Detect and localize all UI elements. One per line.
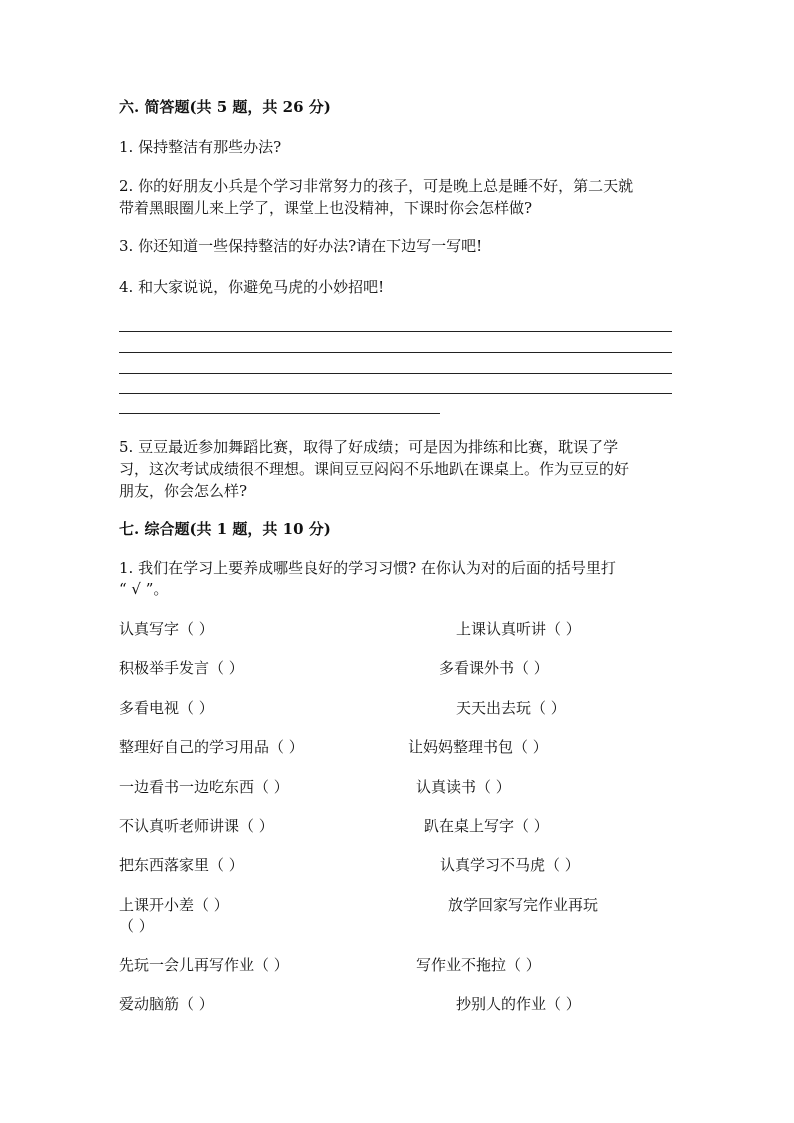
habit-option: 先玩一会儿再写作业（ ） [119,956,289,974]
question-7-1-line2: “ √ ”。 [119,580,169,598]
question-6-1: 1. 保持整洁有那些办法? [119,138,282,156]
habit-option: 放学回家写完作业再玩 [448,896,599,914]
answer-line [119,352,672,353]
question-6-5-line3: 朋友，你会怎么样? [119,482,248,500]
habit-option: 积极举手发言（ ） [119,659,244,677]
question-7-1-line1: 1. 我们在学习上要养成哪些良好的学习习惯? 在你认为对的后面的括号里打 [119,559,616,577]
question-6-2-line2: 带着黑眼圈儿来上学了，课堂上也没精神，下课时你会怎样做? [119,199,533,217]
question-6-2-line1: 2. 你的好朋友小兵是个学习非常努力的孩子，可是晚上总是睡不好，第二天就 [119,177,634,195]
habit-option: 上课开小差（ ） [119,896,229,914]
habit-option-bracket: （ ） [119,917,154,935]
question-6-5-line1: 5. 豆豆最近参加舞蹈比赛，取得了好成绩；可是因为排练和比赛，耽误了学 [119,438,619,456]
answer-line [119,373,672,374]
question-6-4: 4. 和大家说说，你避免马虎的小妙招吧! [119,278,385,296]
habit-option: 不认真听老师讲课（ ） [119,817,274,835]
habit-option: 多看电视（ ） [119,699,214,717]
answer-line [119,331,672,332]
question-6-5-line2: 习，这次考试成绩很不理想。课间豆豆闷闷不乐地趴在课桌上。作为豆豆的好 [119,460,630,478]
habit-option: 多看课外书（ ） [439,659,549,677]
habit-option: 一边看书一边吃东西（ ） [119,778,289,796]
habit-option: 上课认真听讲（ ） [456,620,581,638]
habit-option: 写作业不拖拉（ ） [416,956,541,974]
habit-option: 抄别人的作业（ ） [456,995,581,1013]
habit-option: 认真写字（ ） [119,620,214,638]
answer-line [119,393,672,394]
section-7-heading: 七. 综合题(共 1 题，共 10 分) [119,520,331,538]
answer-line [119,413,440,414]
habit-option: 趴在桌上写字（ ） [424,817,549,835]
habit-option: 整理好自己的学习用品（ ） [119,738,304,756]
habit-option: 认真学习不马虎（ ） [440,856,580,874]
habit-option: 把东西落家里（ ） [119,856,244,874]
habit-option: 让妈妈整理书包（ ） [408,738,548,756]
section-6-heading: 六. 简答题(共 5 题，共 26 分) [119,98,331,116]
habit-option: 天天出去玩（ ） [456,699,566,717]
question-6-3: 3. 你还知道一些保持整洁的好办法?请在下边写一写吧! [119,237,483,255]
habit-option: 爱动脑筋（ ） [119,995,214,1013]
habit-option: 认真读书（ ） [416,778,511,796]
